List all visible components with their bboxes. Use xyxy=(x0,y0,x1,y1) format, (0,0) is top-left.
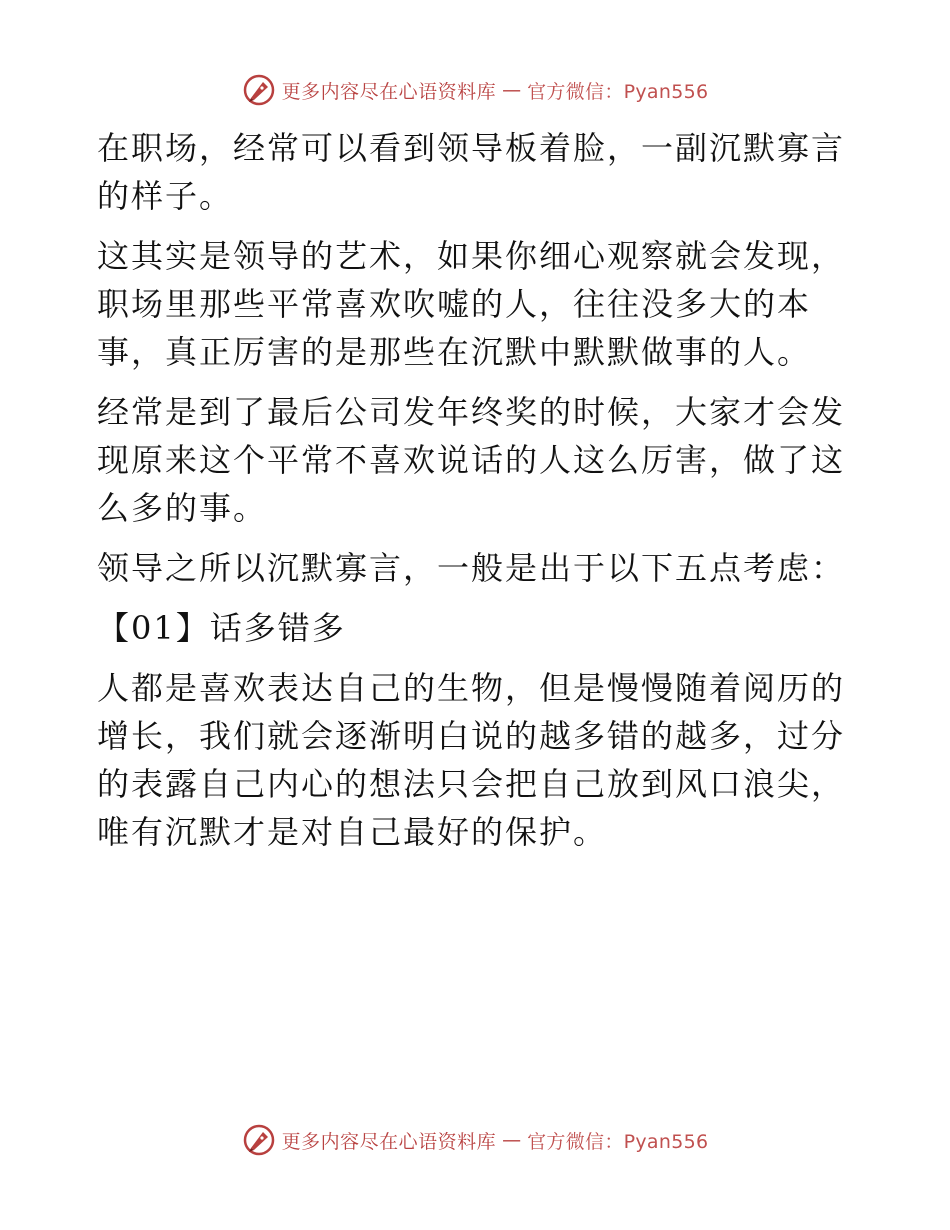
paragraph: 这其实是领导的艺术，如果你细心观察就会发现，职场里那些平常喜欢吹嘘的人，往往没多大的本事，真正厉害的是那些在沉默中默默做事的人。 xyxy=(97,237,846,371)
pen-nib-logo-icon xyxy=(242,73,276,107)
banner-wechat: 官方微信：Pyan556 xyxy=(527,80,709,103)
banner-separator: — xyxy=(502,79,522,101)
paragraph: 在职场，经常可以看到领导板着脸，一副沉默寡言的样子。 xyxy=(97,129,846,215)
paragraph: 经常是到了最后公司发年终奖的时候，大家才会发现原来这个平常不喜欢说话的人这么厉害，做了这么多的事。 xyxy=(97,393,846,527)
section-heading: 【01】话多错多 xyxy=(97,609,346,647)
banner-text: 更多内容尽在心语资料库 xyxy=(281,1130,497,1153)
banner-separator: — xyxy=(502,1129,522,1151)
article-body xyxy=(97,124,857,868)
pen-nib-logo-icon xyxy=(242,1123,276,1157)
banner-wechat: 官方微信：Pyan556 xyxy=(527,1130,709,1153)
paragraph: 人都是喜欢表达自己的生物，但是慢慢随着阅历的增长，我们就会逐渐明白说的越多错的越多，过分的表露自己内心的想法只会把自己放到风口浪尖，唯有沉默才是对自己最好的保护。 xyxy=(97,669,846,851)
footer-watermark-banner xyxy=(0,1120,950,1160)
banner-text: 更多内容尽在心语资料库 xyxy=(281,80,497,103)
header-watermark-banner xyxy=(0,70,950,110)
paragraph: 领导之所以沉默寡言，一般是出于以下五点考虑： xyxy=(97,549,846,587)
